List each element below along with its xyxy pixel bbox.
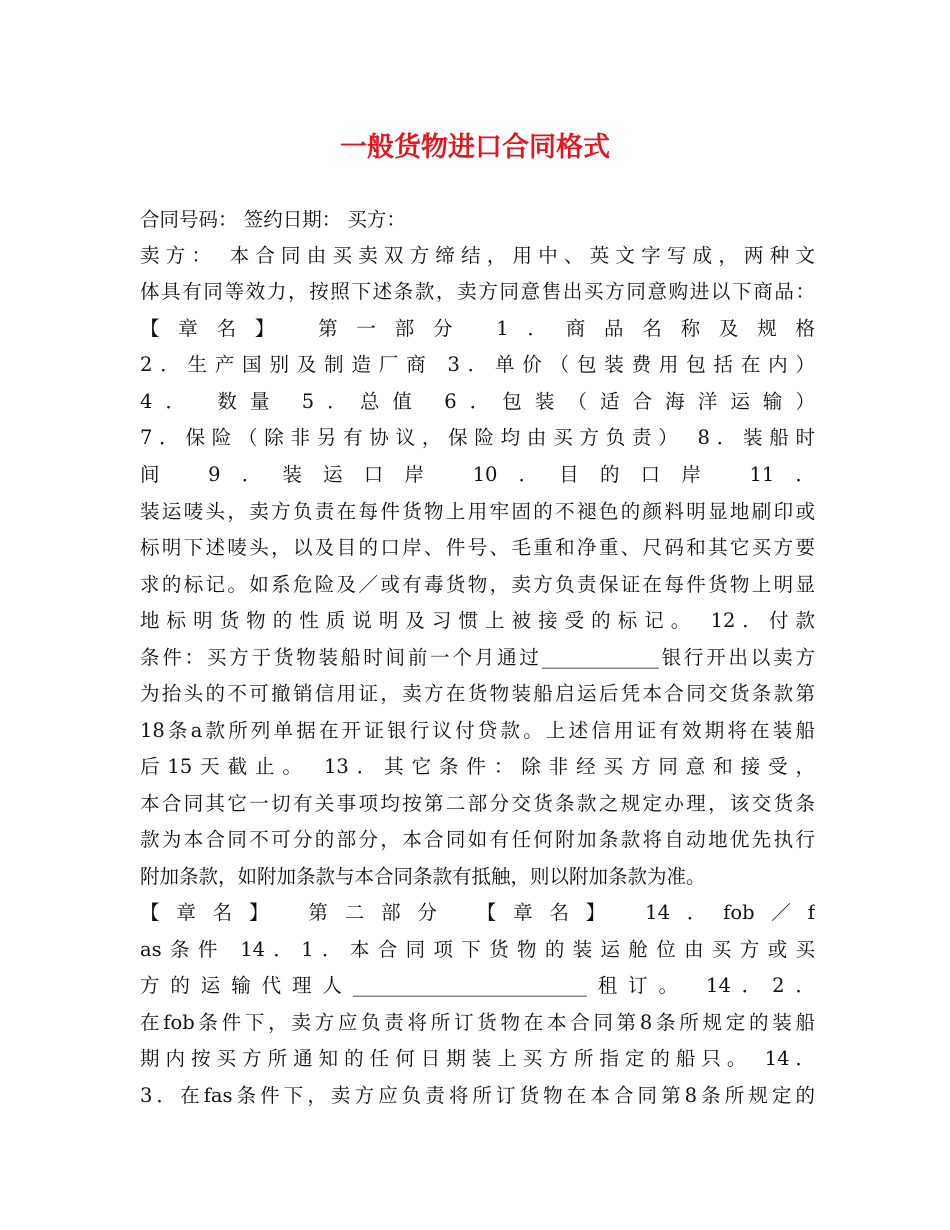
text-line: 18条a款所列单据在开证银行议付贷款。上述信用证有效期将在装船 — [140, 719, 815, 742]
text-line: 方的运输代理人________________________租订。 14．2． — [140, 974, 815, 997]
text-line: 标明下述唛头，以及目的口岸、件号、毛重和净重、尺码和其它买方要 — [140, 536, 815, 559]
text-line: 间 9．装运口岸 10．目的口岸 11． — [140, 463, 815, 486]
text-line: 7．保险（除非另有协议，保险均由买方负责） 8．装船时 — [140, 426, 815, 449]
text-line: as条件 14．1．本合同项下货物的装运舱位由买方或买 — [140, 938, 815, 961]
document-title: 一般货物进口合同格式 — [340, 132, 610, 163]
text-line: 求的标记。如系危险及／或有毒货物，卖方负责保证在每件货物上明显 — [140, 573, 815, 596]
text-line: 后15天截止。 13．其它条件：除非经买方同意和接受， — [140, 755, 815, 778]
text-line: 2．生产国别及制造厂商 3．单价（包装费用包括在内） — [140, 353, 815, 376]
text-line: 地标明货物的性质说明及习惯上被接受的标记。 12．付款 — [140, 609, 815, 632]
text-line: 本合同其它一切有关事项均按第二部分交货条款之规定办理，该交货条 — [140, 792, 815, 815]
text-line: 装运唛头，卖方负责在每件货物上用牢固的不褪色的颜料明显地刷印或 — [140, 500, 815, 523]
text-line: 附加条款，如附加条款与本合同条款有抵触，则以附加条款为准。 — [140, 865, 706, 888]
text-line: 期内按买方所通知的任何日期装上买方所指定的船只。 14． — [140, 1047, 815, 1070]
text-line: 卖方： 本合同由买卖双方缔结，用中、英文字写成，两种文 — [140, 244, 815, 267]
text-line: 合同号码： 签约日期： 买方： — [140, 208, 406, 231]
text-line: 体具有同等效力，按照下述条款，卖方同意售出买方同意购进以下商品： — [140, 280, 815, 303]
text-line: 条件：买方于货物装船时间前一个月通过____________银行开出以卖方 — [140, 646, 815, 669]
text-line: 4． 数量 5．总值 6．包装（适合海洋运输） — [140, 390, 815, 413]
text-line: 为抬头的不可撤销信用证，卖方在货物装船启运后凭本合同交货条款第 — [140, 682, 815, 705]
text-line: 款为本合同不可分的部分，本合同如有任何附加条款将自动地优先执行 — [140, 828, 815, 851]
text-line: 在fob条件下，卖方应负责将所订货物在本合同第8条所规定的装船 — [140, 1011, 815, 1034]
text-line: 【章名】 第一部分 1．商品名称及规格 — [140, 317, 815, 340]
text-line: 3．在fas条件下，卖方应负责将所订货物在本合同第8条所规定的 — [140, 1084, 815, 1107]
text-line: 【章名】 第二部分 【章名】 14．fob／f — [140, 901, 815, 924]
